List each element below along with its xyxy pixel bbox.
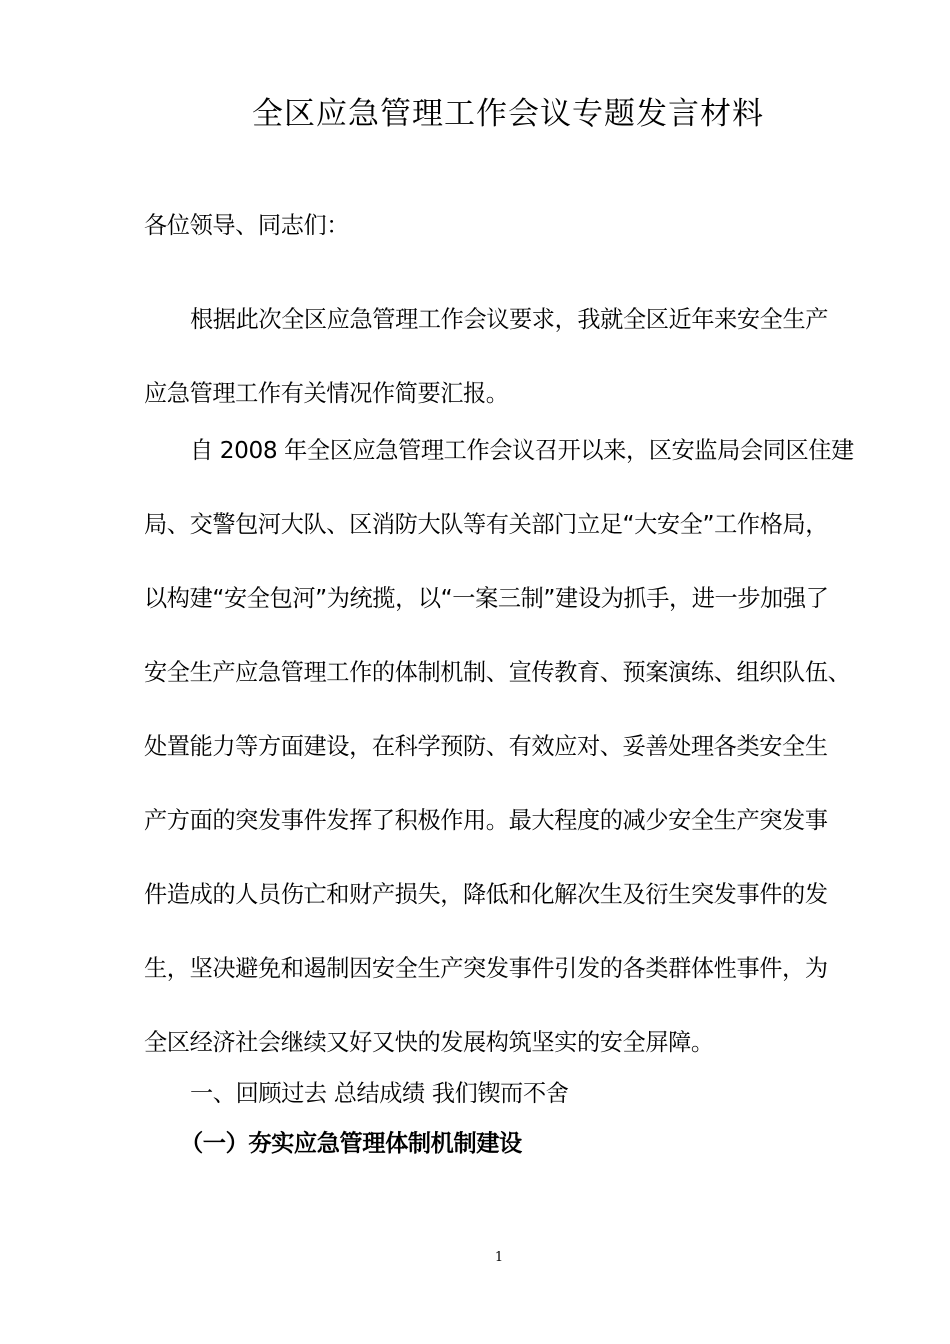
paragraph-line: 安全生产应急管理工作的体制机制、宣传教育、预案演练、组织队伍、 — [144, 659, 851, 686]
paragraph-line: 局、交警包河大队、区消防大队等有关部门立足“大安全”工作格局， — [144, 511, 829, 538]
page-number: 1 — [494, 1250, 504, 1265]
paragraph-line: 自 2008 年全区应急管理工作会议召开以来，区安监局会同区住建 — [190, 437, 854, 464]
paragraph-line: 以构建“安全包河”为统揽，以“一案三制”建设为抓手，进一步加强了 — [144, 585, 829, 612]
paragraph-line: 应急管理工作有关情况作简要汇报。 — [144, 380, 509, 407]
subsection-heading: （一）夯实应急管理体制机制建设 — [180, 1130, 522, 1157]
paragraph-line: 处置能力等方面建设，在科学预防、有效应对、妥善处理各类安全生 — [144, 733, 828, 760]
paragraph-line: 全区经济社会继续又好又快的发展构筑坚实的安全屏障。 — [144, 1029, 714, 1056]
paragraph-intro — [144, 283, 828, 431]
paragraph-line: 产方面的突发事件发挥了积极作用。最大程度的减少安全生产突发事 — [144, 807, 828, 834]
paragraph-line: 件造成的人员伤亡和财产损失，降低和化解次生及衍生突发事件的发 — [144, 881, 828, 908]
salutation: 各位领导、同志们： — [144, 212, 350, 239]
paragraph-line: 根据此次全区应急管理工作会议要求，我就全区近年来安全生产 — [190, 306, 829, 333]
paragraph-summary — [144, 414, 854, 1080]
document-title: 全区应急管理工作会议专题发言材料 — [252, 96, 764, 132]
paragraph-line: 生，坚决避免和遏制因安全生产突发事件引发的各类群体性事件，为 — [144, 955, 828, 982]
section-heading: 一、回顾过去 总结成绩 我们锲而不舍 — [190, 1080, 569, 1107]
